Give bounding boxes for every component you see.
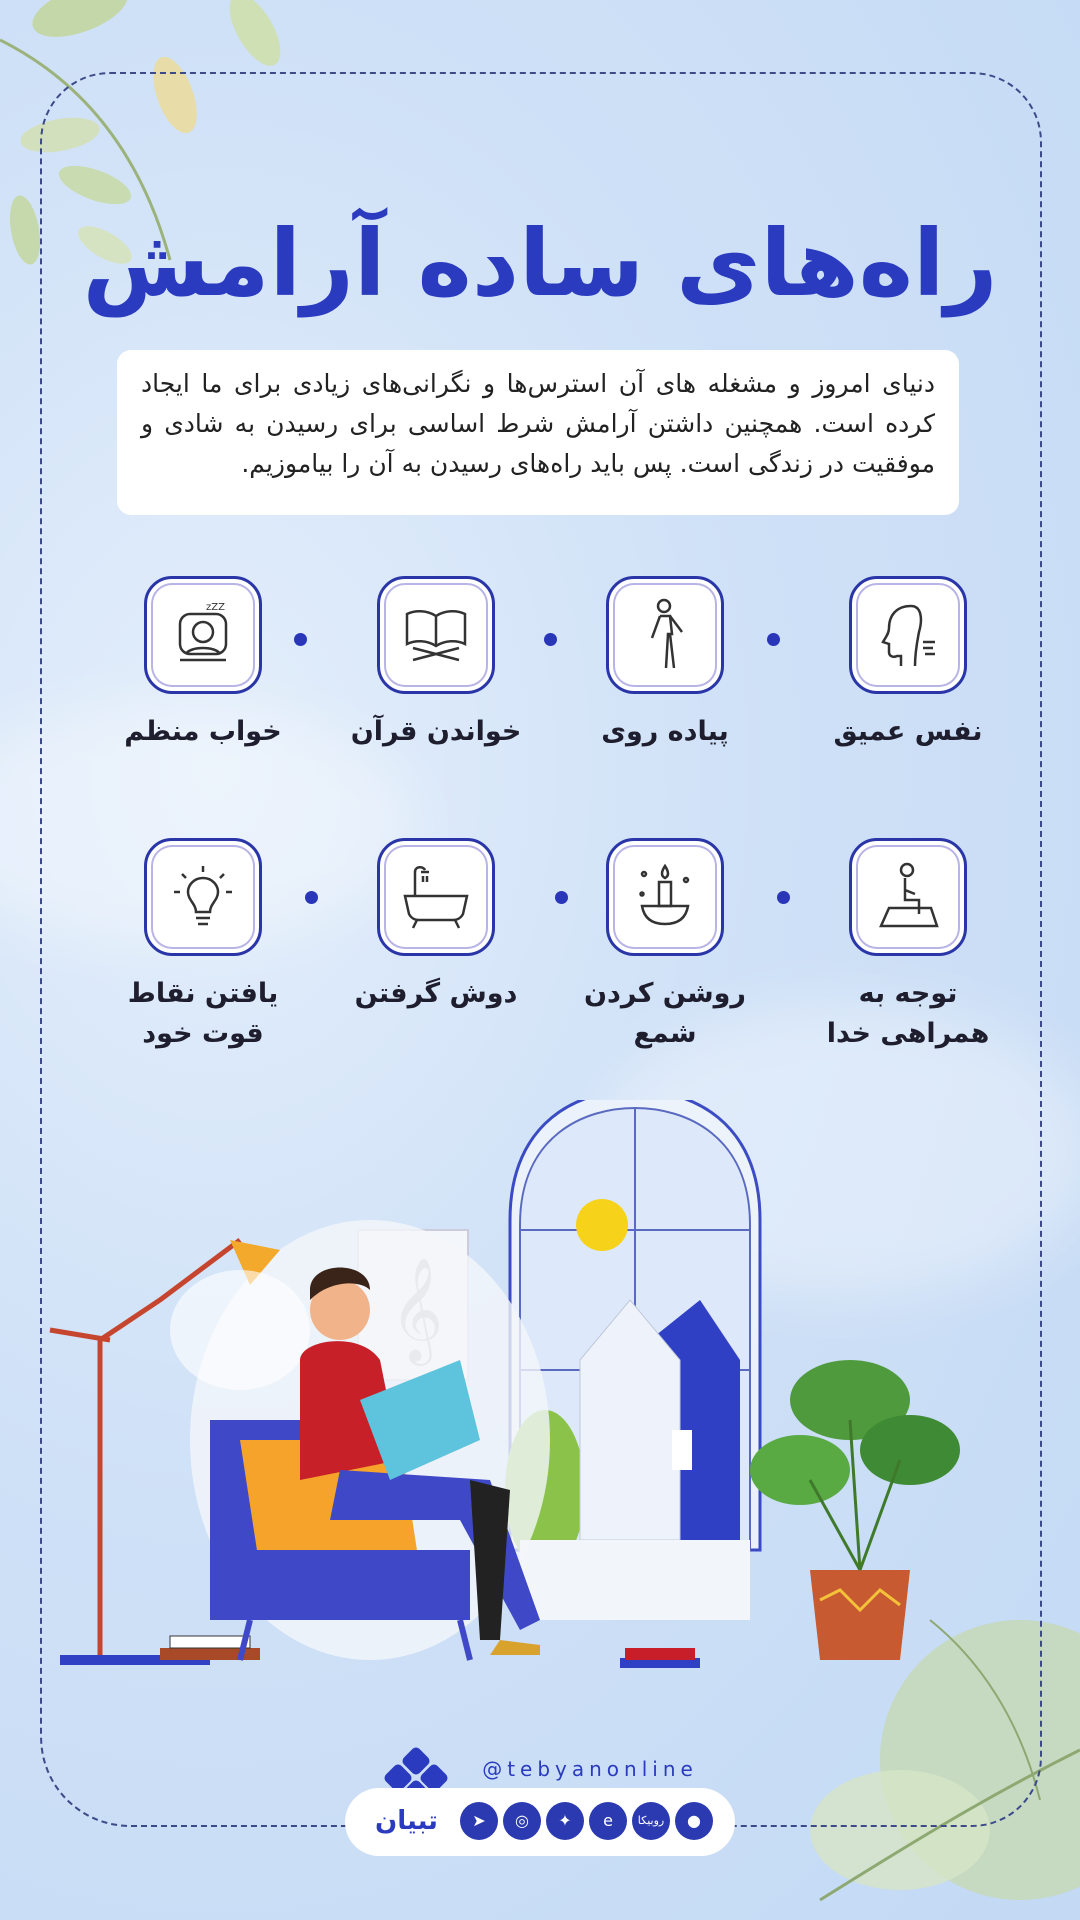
- item-label: یافتن نقاط قوت خود: [127, 978, 279, 1049]
- intro-box: [117, 350, 959, 515]
- item-label: توجه به همراهی خدا: [826, 978, 990, 1049]
- item-shower: [346, 838, 526, 1014]
- item-quran: [346, 576, 526, 752]
- breath-icon: [849, 576, 967, 694]
- prayer-icon: [849, 838, 967, 956]
- separator-dot: [294, 633, 307, 646]
- item-label: نفس عمیق: [833, 716, 983, 747]
- brand-name: تبیان: [375, 1806, 438, 1836]
- separator-dot: [305, 891, 318, 904]
- social-bar: [345, 1788, 735, 1856]
- rubika-icon[interactable]: روبیکا: [632, 1802, 670, 1840]
- telegram-icon[interactable]: ➤: [460, 1802, 498, 1840]
- separator-dot: [767, 633, 780, 646]
- item-sleep: [113, 576, 293, 752]
- sleep-icon: [144, 576, 262, 694]
- separator-dot: [544, 633, 557, 646]
- item-label: دوش گرفتن: [354, 978, 518, 1009]
- item-candle: [575, 838, 755, 1054]
- item-label: خواب منظم: [124, 716, 282, 747]
- item-label: روشن کردن شمع: [584, 978, 746, 1049]
- svg-text:zZZ: zZZ: [206, 602, 225, 613]
- separator-dot: [777, 891, 790, 904]
- quran-icon: [377, 576, 495, 694]
- item-label: پیاده روی: [601, 716, 729, 747]
- walking-icon: [606, 576, 724, 694]
- item-deep-breath: [818, 576, 998, 752]
- social-handle[interactable]: @tebyanonline: [482, 1757, 698, 1781]
- twitter-icon[interactable]: ✦: [546, 1802, 584, 1840]
- separator-dot: [555, 891, 568, 904]
- lightbulb-icon: [144, 838, 262, 956]
- bale-icon[interactable]: ●: [675, 1802, 713, 1840]
- item-walking: [575, 576, 755, 752]
- intro-text: دنیای امروز و مشغله‌ های آن استرس‌ها و نگرانی‌های زیادی برای ما ایجاد کرده است. همچنین داشتن آرامش شرط اساسی برای رسیدن به شادی و موفقیت در زندگی است. پس باید راه‌های رسیدن به آن را بیاموزیم.: [141, 369, 935, 478]
- item-god: [818, 838, 998, 1054]
- item-strength: [113, 838, 293, 1054]
- instagram-icon[interactable]: ◎: [503, 1802, 541, 1840]
- page-title: راه‌های ساده آرامش: [82, 210, 998, 317]
- eitaa-icon[interactable]: e: [589, 1802, 627, 1840]
- candle-icon: [606, 838, 724, 956]
- item-label: خواندن قرآن: [350, 716, 522, 747]
- reading-illustration: [40, 1100, 1000, 1700]
- bathtub-icon: [377, 838, 495, 956]
